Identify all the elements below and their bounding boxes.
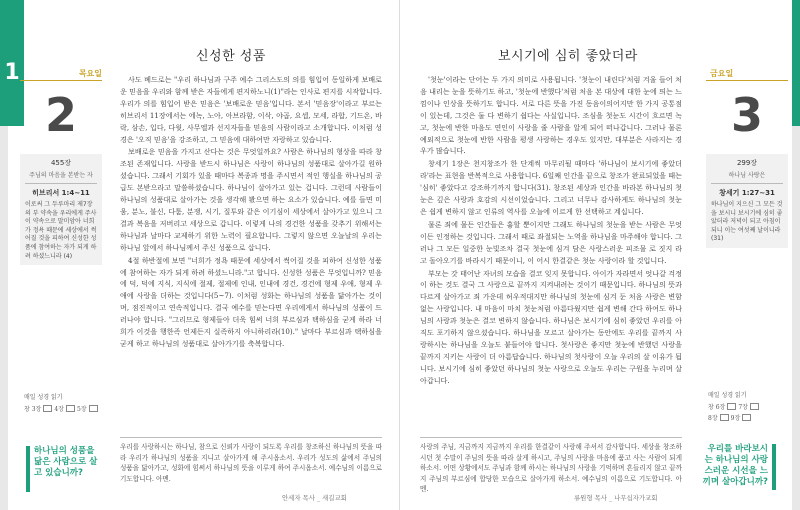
checkbox[interactable] [742,414,751,421]
right-edge-band [792,126,800,510]
month-number: 1 [4,60,20,85]
devotion-body [120,74,382,350]
checklist-row [24,404,106,413]
weekday-rule [706,80,788,81]
reflection-question: 하나님의 성품을 닮은 사람으로 살고 있습니까? [34,446,98,478]
checklist-item: 7장 [738,404,748,411]
prayer-rule [120,437,382,438]
quote-bar [26,446,30,492]
checkbox[interactable] [43,405,52,412]
weekday-label: 목요일 [78,69,102,78]
checklist-title: 매일 성경 읽기 [708,392,747,399]
hymn-title: 주님의 마음을 본받는 자 [29,172,93,179]
hymn-number: 299장 [736,159,758,167]
verse-reference: 히브리서 1:4~11 [32,189,90,197]
checklist-item: 5장 [76,406,87,413]
scripture-box [706,154,788,248]
weekday-rule [20,80,102,81]
checkbox[interactable] [720,414,729,421]
author-credit: 안세자 목사 _ 새길교회 [282,494,347,502]
checklist-item: 4장 [54,406,64,413]
prayer-rule [420,437,682,438]
checklist-item: 8장 [708,415,718,422]
page-title: 보시기에 심히 좋았더라 [498,49,638,64]
quote-bar [772,444,776,490]
verse-text: 이로써 그 두루마리 제7장의 부 약속을 우리에게 주사 이 약속으로 말미암아 너희가 정욕 때문에 세상에서 썩어질 것을 피하여 신성한 성품에 참여하는 자가 되게 하려 하셨느니라 (4) [25,201,97,260]
day-number: 3 [730,88,763,142]
checklist-item: 9장 [730,415,741,422]
page-gutter [399,0,400,510]
checklist-row [708,413,790,422]
bible-reading-checklist [708,390,790,422]
paragraph: 4절 하반절에 보면 "너희가 정욕 때문에 세상에서 썩어질 것을 피하여 신성한 성품에 참여하는 자가 되게 하려 하셨느니라."고 합니다. 신성한 성품은 무엇입니까? 믿음에 덕, 덕에 지식, 지식에 절제, 절제에 인내, 인내에 경건, 경건에 형제 우애, 형제 우애에 사랑을 더하는 것입니다(5~7). 이처럼 성화는 하나님의 성품을 닮아가는 것이며, 점진적이고 연속적입니다. 결국 예수를 믿는다면 우리에게서 하나님의 성품이 드러나야 합니다. "그리므로 형제들아 더욱 힘써 너희 부르심과 택하심을 굳게 하라 너희가 이것을 행한즉 언제든지 실족하지 아니하리라(10)." 날마다 부르심과 택하심을 굳게 하고 하나님의 성품대로 살아가기를 축복합니다. [120,255,382,348]
bible-reading-checklist [24,392,106,413]
checklist-title: 매일 성경 읽기 [24,394,63,401]
paragraph: 보배로운 믿음을 가지고 산다는 것은 무엇일까요? 사람은 하나님의 형상을 따라 창조된 존재입니다. 사랑을 받드시 하나님은 사랑이 하나님의 성품대로 살아가길 원하셨습니다. 그래서 기회가 있을 때마다 복종과 명을 주시면서 적인 행실을 하나님의 공급도 본받으라고 말씀하셨습니다. 하나님이 살아가고 있는 겁니다. 그런데 사람들이 하나님의 성품대로 살아가는 것을 생각해 봤으면 하는 요소가 있습니다. 예를 들면 미움, 분노, 불신, 다툼, 분쟁, 시기, 질투와 같은 이기심이 세상에서 살아가고 있으니 그 결과 복음을 저버리고 세상으로 갑니다. 이렇게 나의 경건한 성품을 갖추기 위해서는 하나님과 날마다 교제하기 위한 노력이 필요합니다. 그렇지 않으면 오늘날의 우리는 하나님 앞에서 하나님께서 주신 성품으로 삽니다. [120,147,382,252]
day-number: 2 [44,88,77,142]
divider [711,183,783,184]
checklist-item: 창 3장 [24,406,42,413]
hymn-title: 하나님 사랑은 [728,172,766,179]
right-edge-tab [792,0,800,126]
reflection-question: 우리를 바라보시는 하나님의 사랑스러운 시선을 느끼며 살아갑니까? [702,444,768,487]
verse-text: 하나님이 지으신 그 모든 것을 보시니 보시기에 심히 좋았더라 저녁이 되고 아침이 되니 이는 여섯째 날이니라 (31) [711,201,783,243]
verse-reference: 창세기 1:27~31 [719,189,775,197]
divider [25,183,97,184]
left-edge-band [0,126,8,510]
paragraph: 물론 죄에 물든 인간들은 흉할 뿐이지만 그래도 하나님의 첫눈을 받는 사람은 무엇이든 인정하는 것입니다. 그래서 때로 좌절되는 노역을 하나님을 마주해야 합니다. 그러나 그 모든 일중한 눈빛조차 결국 첫눈에 심겨 담은 사랑스러운 피조물 로 짓지 라고 돌아오기를 바라시기 때문이니, 이 어시 한결같은 첫눈 사랑이라 할 것입니다. [420,219,682,265]
author-credit: 류원형 목사 _ 나무십자가교회 [574,494,658,502]
checkbox[interactable] [727,403,736,410]
weekday-label: 금요일 [710,69,734,78]
devotion-body [420,74,682,387]
checklist-row [708,402,790,411]
checklist-item: 창 6장 [708,404,726,411]
prayer-text: 우리를 사랑하시는 하나님, 참으로 신뢰가 사랑이 되도록 우리를 창조하신 하나님의 뜻을 따라 우리가 하나님의 성품을 지니고 살아가게 해 주시옵소서. 우리가 성도의 삶에서 주님의 성품을 닮아가고, 성화에 힘써서 하나님의 뜻을 이루게 하여 주시옵소서. 예수님의 이름으로 기도합니다. 아멘. [120,443,382,483]
paragraph: '첫눈'이라는 단어는 두 가지 의미로 사용됩니다. '첫눈이 내린다'처럼 겨울 들어 처음 내리는 눈을 뜻하기도 하고, '첫눈에 반했다'처럼 처음 본 대상에 대한 눈에 띄는 느낌이나 인상을 뜻하기도 합니다. 서로 다른 뜻을 가진 동음이의어지만 한 가지 공통점이 있는데, 그것은 둘 다 변하기 쉽다는 사실입니다. 조심을 첫눈도 시간이 흐르면 녹고, 첫눈에 반한 마음도 연인이 사랑을 줄 사람을 알게 되어 떠나갑니다. 그러나 물론 예외적으로 첫눈에 반한 사람을 평생 사랑하는 경우도 있지만, 대부분은 사라지는 경우가 많습니다. [420,75,682,156]
paragraph: 사도 베드로는 "우리 하나님과 구주 예수 그리스도의 의를 힘입어 동일하게 보배로운 믿음을 우리와 함께 받은 자들에게 편지하노니(1)"라는 인사로 편지를 시작합니다. 우리가 의를 힘입어 받은 믿음은 '보배로운 믿음'입니다. 본서 '믿음장'이라고 부르는 히브리서 11장에서는 에녹, 노아, 아브라함, 이삭, 야곱, 요셉, 모세, 라합, 기드온, 바락, 삼손, 입다, 다윗, 사무엘과 선지자들을 믿음의 사람이라고 소개합니다. 이처럼 성경은 '오직 믿음'을 강조하고, 그 믿음에 대하여만 자랑하고 있습니다. [120,75,382,144]
checkbox[interactable] [66,405,75,412]
paragraph: 부모는 갓 태어난 자녀의 모습을 결코 잊지 못합니다. 아이가 자라면서 엇나갈 걱정이 하는 것도 결국 그 사랑으로 끝까지 지켜내려는 것이기 때문입니다. 하나님의 뜻과 다르게 살아가고 죄 가운데 허우적대지만 하나님의 첫눈에 심겨 둔 처음 사랑은 변함없는 사랑입니다. 내 마음이 마치 첫눈처럼 아름다웠지만 쉽게 변해 간다 하여도 하나님의 사랑과 첫눈은 결코 변하지 않습니다. 하나님은 보시기에 심히 좋았던 우리를 아직도 포기하지 않으셨습니다. 하나님을 모르고 살아가는 동안에도 우리를 끝까지 사랑하시는 하나님을 오늘도 붙들어야 합니다. 첫사랑은 좋지만 첫눈에 반했던 사랑을 끝까지 지키는 사랑이 더 아름답습니다. 하나님의 첫사랑이 오늘 우리의 살 이유가 됩니다. 보시기에 심히 좋았던 하나님의 첫눈 사랑으로 오늘도 우리는 구원을 누리며 살아갑니다. [420,268,682,385]
paragraph: 창세기 1장은 천지창조가 한 단계씩 마무리될 때마다 '하나님이 보시기에 좋았더라'라는 표현을 반복적으로 사용합니다. 6일째 인간을 끝으로 창조가 완료되었을 때는 '심히' 좋았다고 강조하기까지 합니다(31). 창조된 세상과 인간을 바라본 하나님의 첫눈은 깊은 사랑과 호감의 시선이었습니다. 그리고 너무나 감사하게도 하나님의 첫눈은 쉽게 변하지 않고 인류의 역사를 오늘에 이르게 한 선택하고 계십니다. [420,159,682,216]
scripture-box [20,154,102,265]
hymn-number: 455장 [50,159,72,167]
page-title: 신성한 성품 [196,49,266,64]
prayer-text: 사랑의 주님, 지금까지 지금까지 우리를 한결같이 사랑해 주셔서 감사합니다. 세상을 창조하시던 첫 수말이 주님의 뜻을 따라 살게 하시고, 주님의 사랑을 마음에 품고 사는 사람이 되게 하소서. 어떤 상황에서도 주님과 함께 하시는 하나님의 사랑을 기억하며 흔들리지 않고 끝까지 주님의 부르심에 합당한 모습으로 살아가게 하소서. 예수님의 이름으로 기도합니다. 아멘. [420,443,682,493]
checkbox[interactable] [750,403,759,410]
checkbox[interactable] [89,405,98,412]
